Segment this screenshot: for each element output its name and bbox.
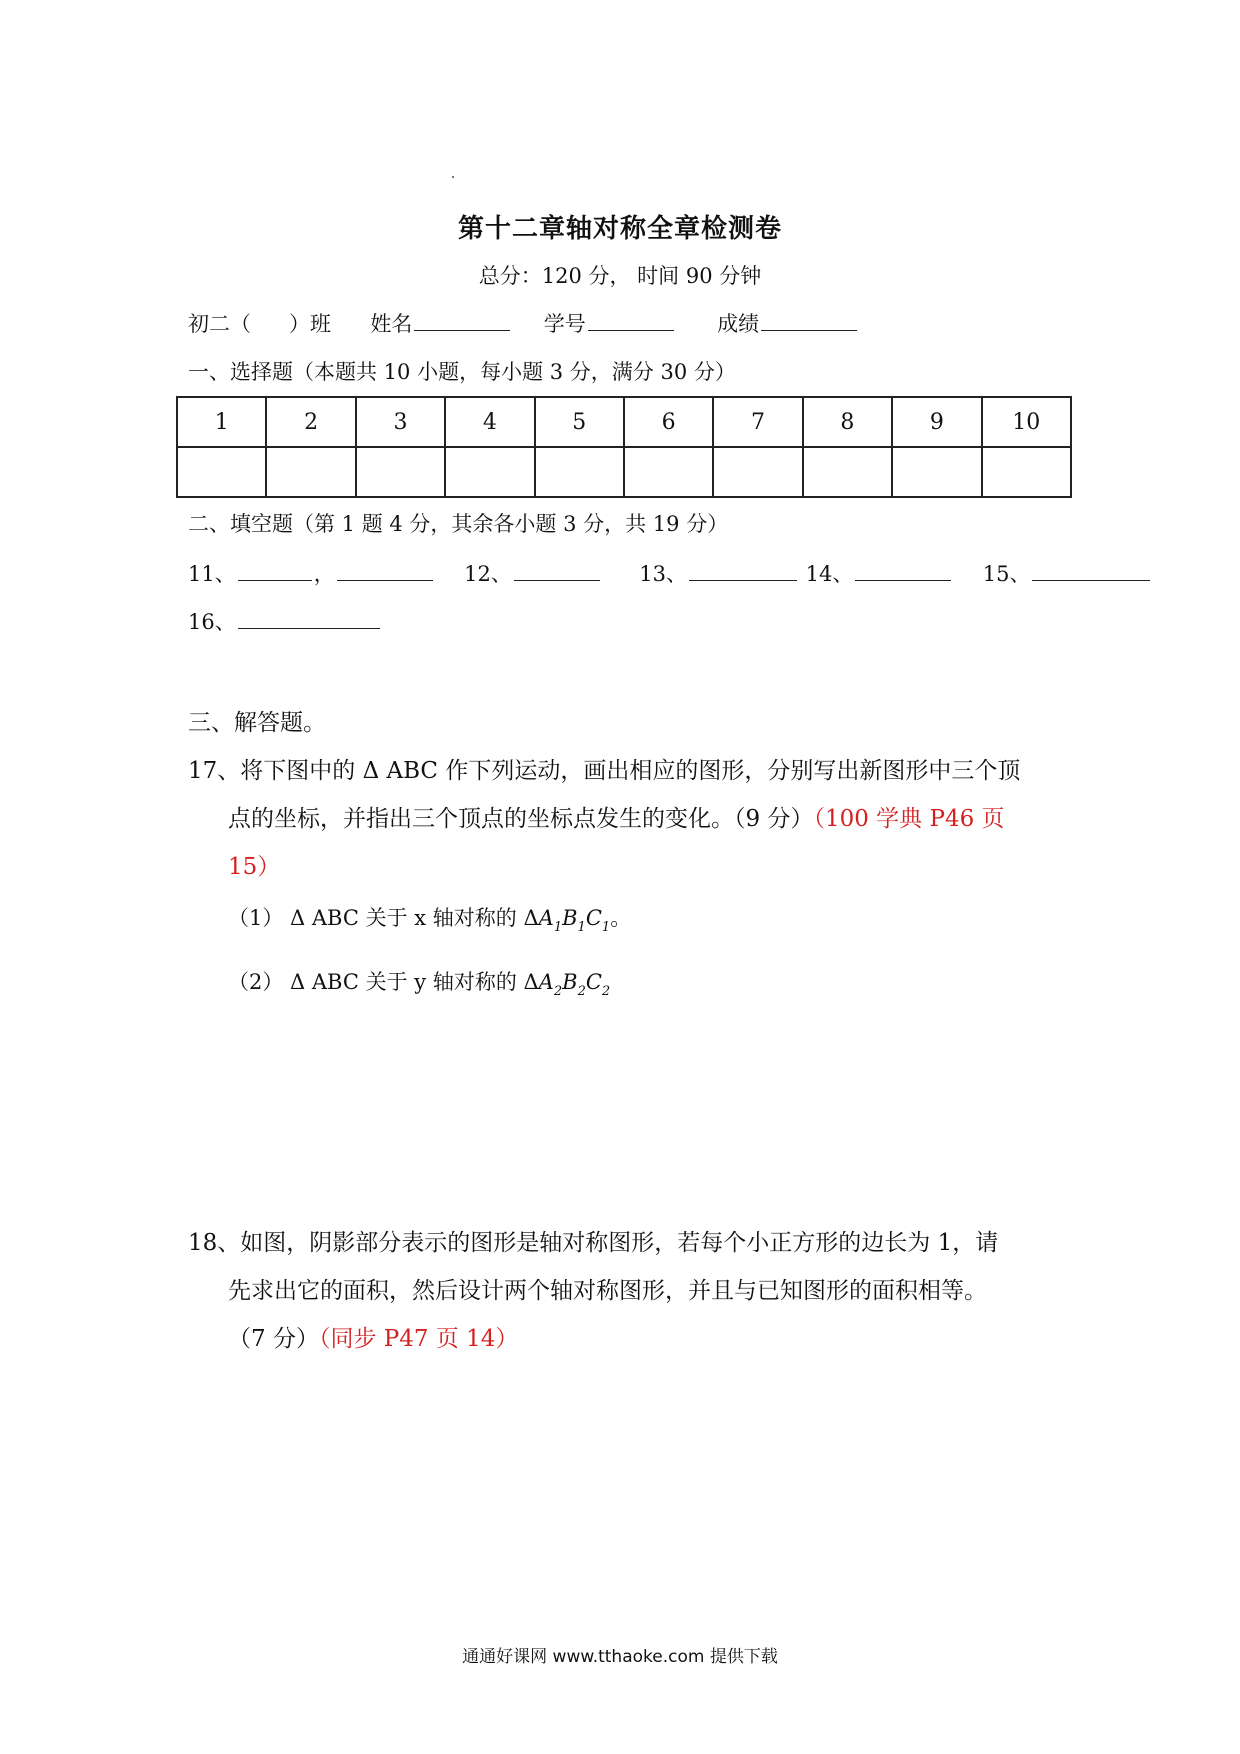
answer-col-header: 4	[445, 397, 534, 447]
q17-line1: 17、将下图中的 Δ ABC 作下列运动，画出相应的图形，分别写出新图形中三个顶	[188, 758, 1021, 784]
exam-info: 总分：120 分， 时间 90 分钟	[478, 264, 762, 288]
q17-line2	[228, 800, 1005, 833]
answer-col-header: 10	[982, 397, 1071, 447]
class-label-suffix: ）班	[289, 312, 331, 336]
vertex-subscript: 1	[601, 920, 611, 935]
q17-part1-text: （1） Δ ABC 关于 x 轴对称的 Δ	[228, 906, 539, 930]
q17-part2-text: （2） Δ ABC 关于 y 轴对称的 Δ	[228, 970, 539, 994]
answer-cell[interactable]	[445, 447, 534, 497]
fill-item-label: 16、	[188, 610, 236, 634]
answer-table	[176, 396, 1072, 498]
q18-line1: 18、如图，阴影部分表示的图形是轴对称图形，若每个小正方形的边长为 1，请	[188, 1230, 999, 1256]
q17-part2	[228, 966, 611, 999]
q17-source-ref-cont: 15）	[228, 854, 281, 880]
q18-line2: 先求出它的面积，然后设计两个轴对称图形，并且与已知图形的面积相等。	[228, 1278, 987, 1304]
fill-item-label: 15、	[982, 562, 1031, 586]
answer-col-header: 2	[266, 397, 355, 447]
answer-cell[interactable]	[892, 447, 981, 497]
answer-table-header-row	[177, 397, 1071, 447]
student-number-blank[interactable]	[588, 308, 674, 331]
q18-points: （7 分）	[228, 1326, 319, 1352]
section2-heading: 二、填空题（第 1 题 4 分，其余各小题 3 分，共 19 分）	[188, 512, 729, 536]
fill-blank[interactable]	[238, 558, 312, 581]
student-info-line	[188, 308, 859, 338]
fill-item-label: 12、	[464, 562, 512, 586]
answer-table-blank-row	[177, 447, 1071, 497]
student-number-label: 学号	[543, 312, 586, 336]
vertex-subscript: 2	[577, 984, 586, 999]
answer-cell[interactable]	[266, 447, 355, 497]
name-blank[interactable]	[414, 308, 510, 331]
vertex-letter: A	[538, 906, 554, 930]
fill-blank[interactable]	[337, 558, 433, 581]
answer-cell[interactable]	[982, 447, 1071, 497]
answer-col-header: 7	[713, 397, 802, 447]
answer-col-header: 5	[535, 397, 624, 447]
answer-cell[interactable]	[177, 447, 266, 497]
fill-blank[interactable]	[689, 558, 797, 581]
answer-col-header: 8	[803, 397, 892, 447]
fill-blank[interactable]	[238, 606, 380, 629]
vertex-letter: C	[585, 906, 602, 930]
score-blank[interactable]	[761, 308, 857, 331]
answer-cell[interactable]	[803, 447, 892, 497]
vertex-subscript: 2	[601, 984, 611, 999]
answer-cell[interactable]	[713, 447, 802, 497]
section3-heading: 三、解答题。	[188, 710, 326, 736]
answer-cell[interactable]	[535, 447, 624, 497]
answer-cell[interactable]	[356, 447, 445, 497]
name-label: 姓名	[370, 312, 413, 336]
scan-speck	[452, 176, 454, 178]
fill-blank[interactable]	[1032, 558, 1150, 581]
section1-heading: 一、选择题（本题共 10 小题，每小题 3 分，满分 30 分）	[188, 360, 736, 384]
vertex-subscript: 1	[577, 920, 586, 935]
fill-comma: ，	[313, 562, 335, 586]
answer-col-header: 1	[177, 397, 266, 447]
vertex-subscript: 1	[553, 920, 563, 935]
page-title: 第十二章轴对称全章检测卷	[457, 214, 782, 244]
vertex-subscript: 2	[553, 984, 563, 999]
fill-in-row-1	[188, 558, 1152, 588]
fill-item-label: 11、	[188, 562, 236, 586]
class-label-prefix: 初二（	[188, 312, 251, 336]
fill-blank[interactable]	[514, 558, 600, 581]
q17-line2-text: 点的坐标，并指出三个顶点的坐标点发生的变化。（9 分）	[228, 806, 814, 832]
fill-blank[interactable]	[855, 558, 951, 581]
footer-credit: 通通好课网 www.tthaoke.com 提供下载	[462, 1647, 778, 1667]
answer-col-header: 9	[892, 397, 981, 447]
vertex-letter: A	[538, 970, 554, 994]
fill-item-label: 14、	[805, 562, 854, 586]
answer-col-header: 6	[624, 397, 713, 447]
vertex-letter: B	[562, 906, 578, 930]
q18-line3	[228, 1320, 518, 1353]
fill-in-row-2	[188, 606, 382, 636]
q17-part1-end: 。	[610, 906, 632, 930]
q17-source-ref: （100 学典 P46 页	[813, 806, 1005, 832]
vertex-letter: C	[585, 970, 602, 994]
answer-col-header: 3	[356, 397, 445, 447]
vertex-letter: B	[562, 970, 578, 994]
q18-source-ref: （同步 P47 页 14）	[318, 1326, 519, 1352]
answer-cell[interactable]	[624, 447, 713, 497]
q17-part1	[228, 902, 632, 935]
fill-item-label: 13、	[639, 562, 687, 586]
score-label: 成绩	[717, 312, 760, 336]
